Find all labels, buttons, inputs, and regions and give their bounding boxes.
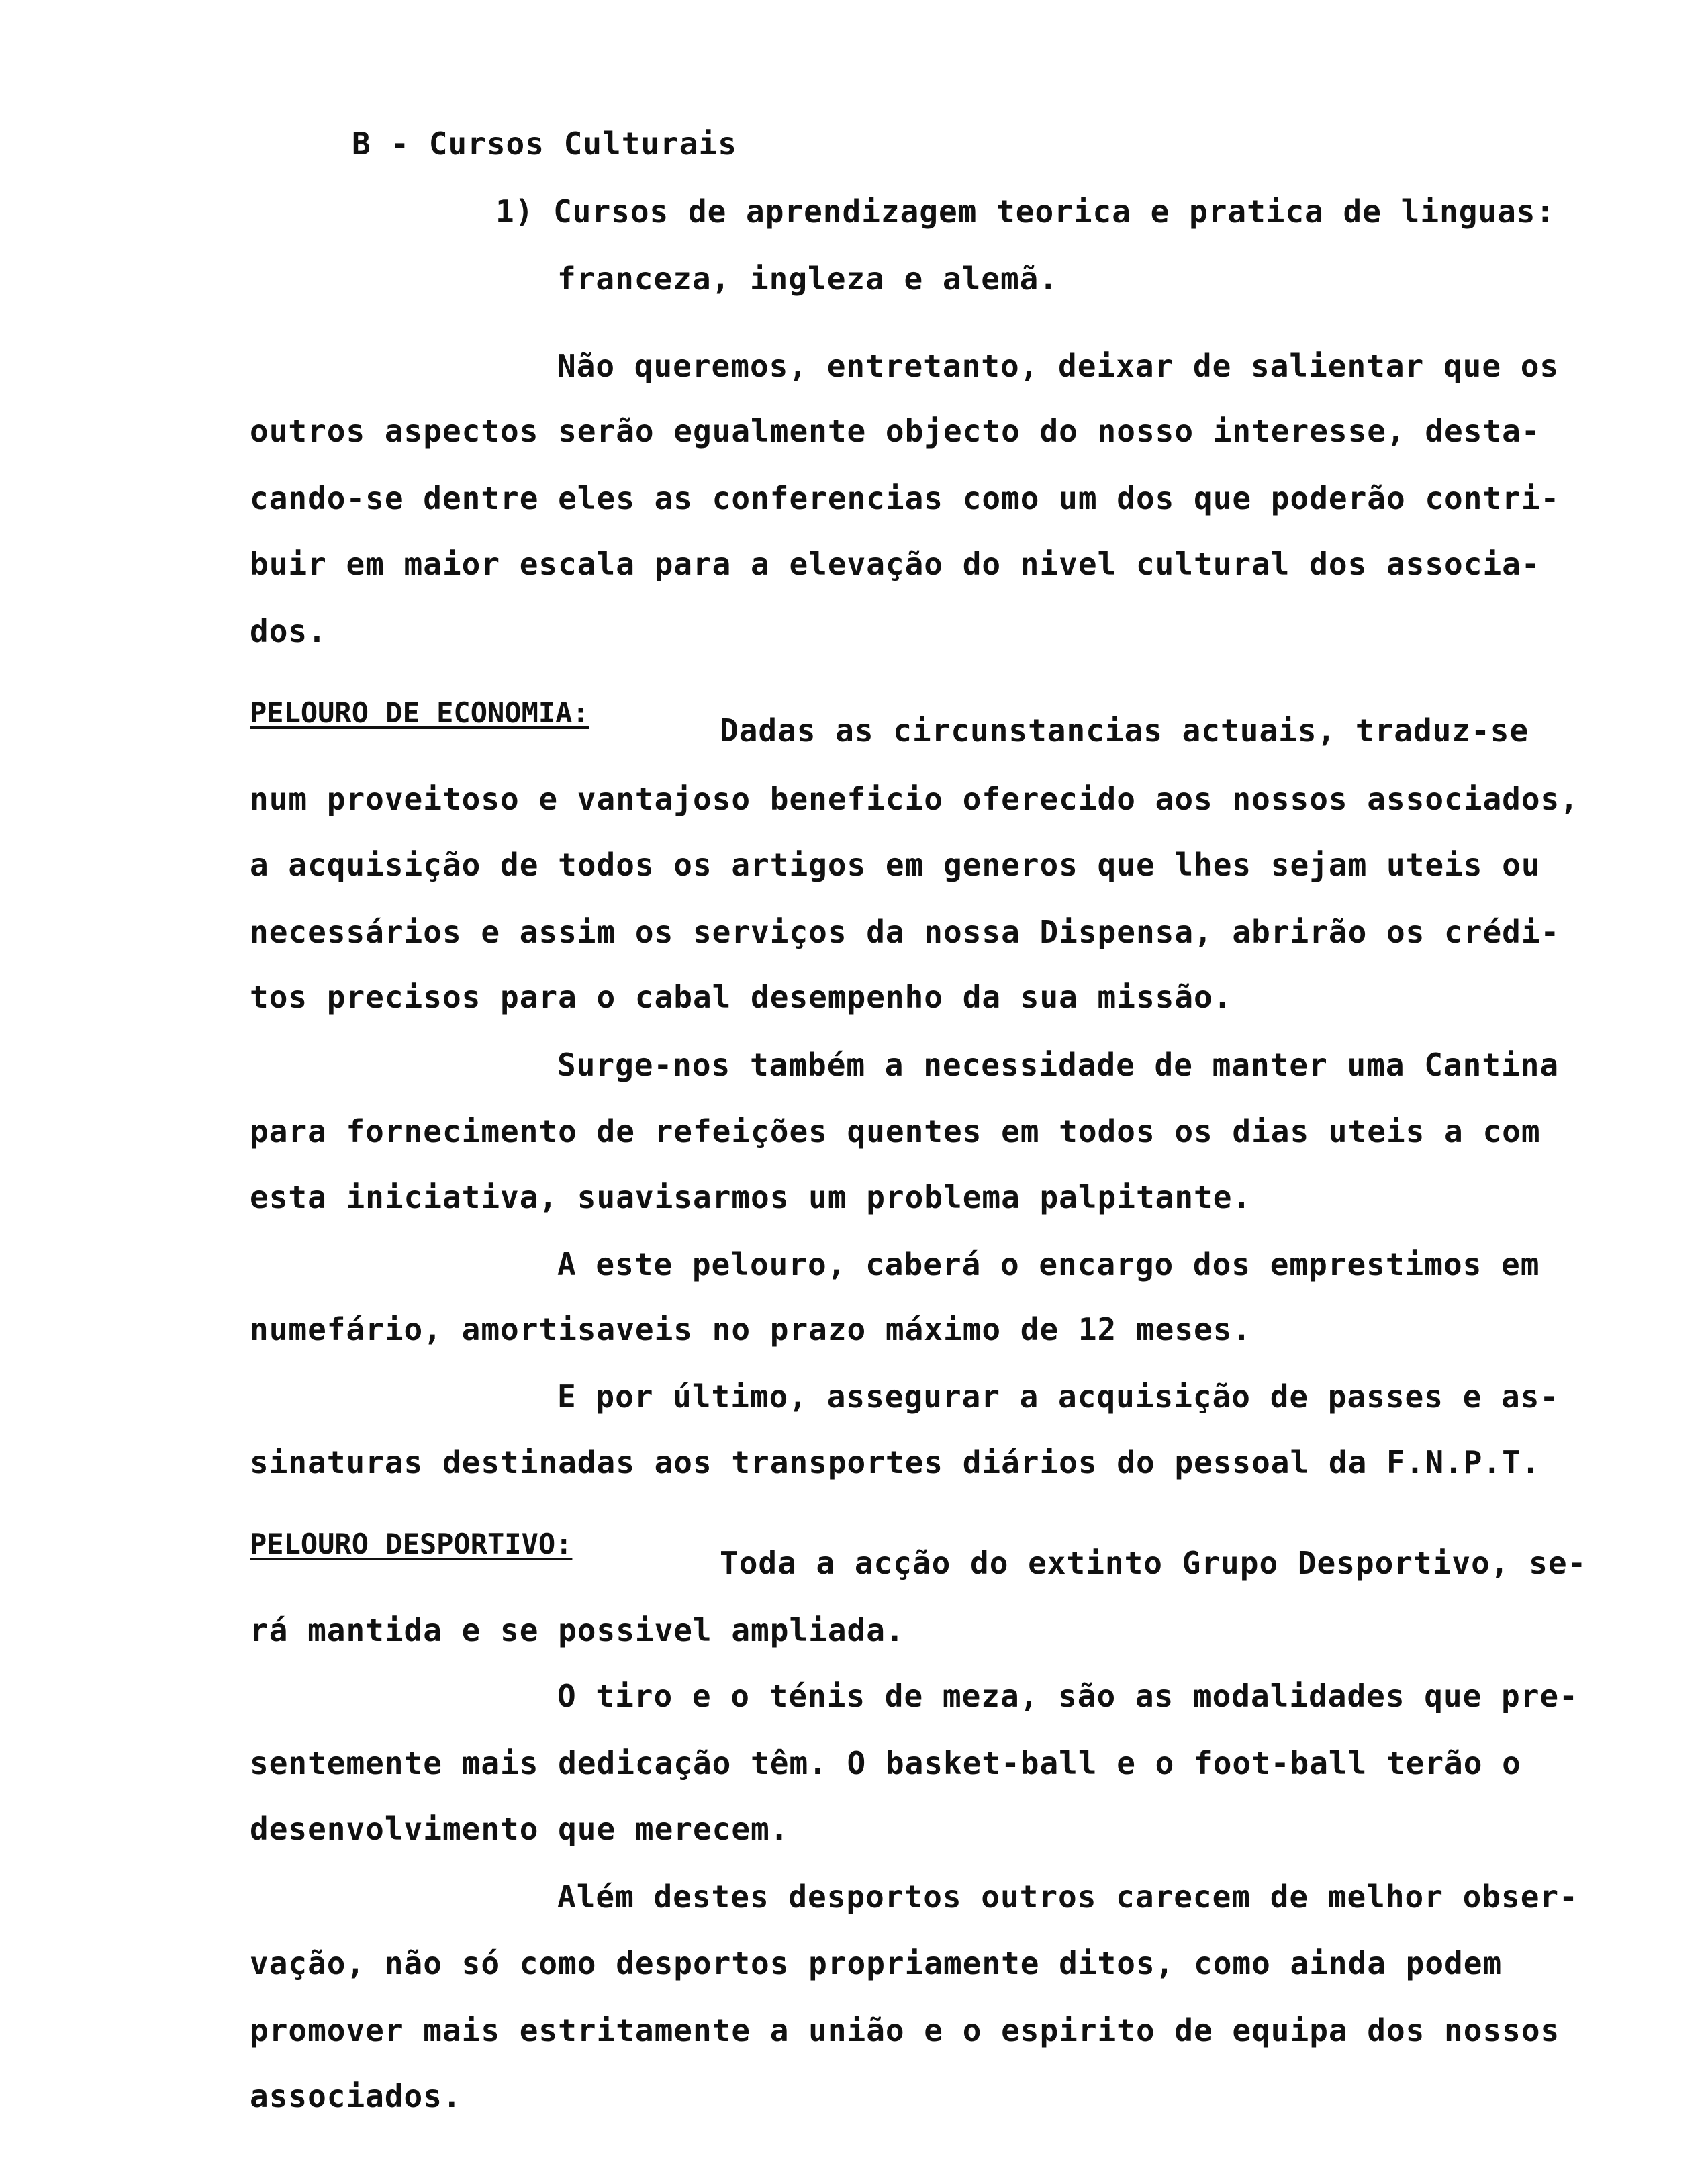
economia-heading: PELOURO DE ECONOMIA: bbox=[250, 696, 589, 729]
section-b-item1-line1: 1) Cursos de aprendizagem teorica e pratica de linguas: bbox=[495, 193, 1556, 230]
desportivo-line: Toda a acção do extinto Grupo Desportivo, se- bbox=[720, 1545, 1587, 1581]
intro-line: Não queremos, entretanto, deixar de salientar que os bbox=[557, 348, 1560, 384]
desportivo-line: rá mantida e se possivel ampliada. bbox=[250, 1612, 905, 1648]
section-b-item1-line2: franceza, ingleza e alemã. bbox=[557, 261, 1059, 297]
emprestimos-line: A este pelouro, caberá o encargo dos emprestimos em bbox=[557, 1246, 1540, 1282]
cantina-line: esta iniciativa, suavisarmos um problema palpitante. bbox=[250, 1179, 1252, 1215]
observacao-line: promover mais estritamente a união e o espirito de equipa dos nossos bbox=[250, 2012, 1560, 2048]
passes-line: sinaturas destinadas aos transportes diários do pessoal da F.N.P.T. bbox=[250, 1444, 1541, 1480]
economia-line: Dadas as circunstancias actuais, traduz-se bbox=[720, 712, 1529, 749]
intro-line: cando-se dentre eles as conferencias como um dos que poderão contri- bbox=[250, 480, 1560, 516]
modalidades-line: O tiro e o ténis de meza, são as modalidades que pre- bbox=[557, 1678, 1578, 1714]
observacao-line: Além destes desportos outros carecem de melhor obser- bbox=[557, 1879, 1578, 1915]
cantina-line: Surge-nos também a necessidade de manter uma Cantina bbox=[557, 1047, 1560, 1083]
emprestimos-line: numefário, amortisaveis no prazo máximo de 12 meses. bbox=[250, 1311, 1252, 1348]
economia-line: a acquisição de todos os artigos em generos que lhes sejam uteis ou bbox=[250, 847, 1541, 883]
modalidades-line: desenvolvimento que merecem. bbox=[250, 1811, 790, 1847]
observacao-line: vação, não só como desportos propriamente ditos, como ainda podem bbox=[250, 1945, 1503, 1981]
passes-line: E por último, assegurar a acquisição de passes e as- bbox=[557, 1378, 1560, 1415]
economia-line: tos precisos para o cabal desempenho da sua missão. bbox=[250, 979, 1233, 1015]
desportivo-heading: PELOURO DESPORTIVO: bbox=[250, 1527, 573, 1560]
economia-line: num proveitoso e vantajoso beneficio oferecido aos nossos associados, bbox=[250, 781, 1579, 817]
modalidades-line: sentemente mais dedicação têm. O basket-ball e o foot-ball terão o bbox=[250, 1745, 1521, 1781]
section-b-title: B - Cursos Culturais bbox=[352, 126, 737, 162]
intro-line: buir em maior escala para a elevação do nivel cultural dos associa- bbox=[250, 546, 1541, 582]
economia-line: necessários e assim os serviços da nossa Dispensa, abrirão os crédi- bbox=[250, 914, 1560, 950]
observacao-line: associados. bbox=[250, 2078, 462, 2114]
cantina-line: para fornecimento de refeições quentes em todos os dias uteis a com bbox=[250, 1113, 1541, 1149]
intro-line: dos. bbox=[250, 613, 327, 649]
intro-line: outros aspectos serão egualmente objecto do nosso interesse, desta- bbox=[250, 413, 1541, 449]
